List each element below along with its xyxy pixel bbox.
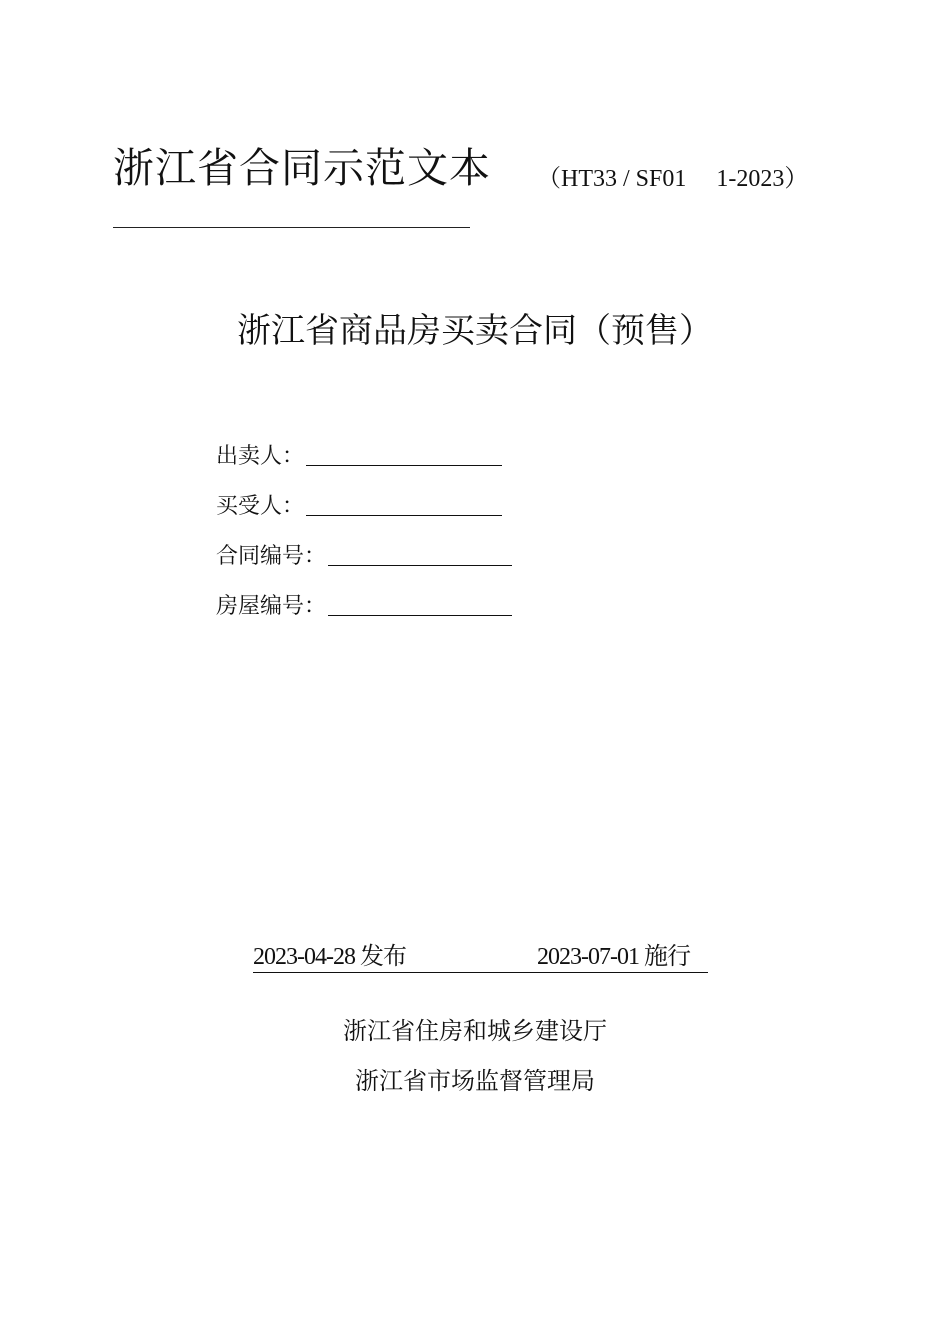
contract-title: 浙江省商品房买卖合同（预售） xyxy=(237,311,713,351)
standard-text-title: 浙江省合同示范文本 xyxy=(113,144,491,192)
standard-code: （HT33 / SF01 1-2023） xyxy=(537,166,809,192)
seller-blank-line xyxy=(306,465,502,466)
contract-number-blank-line xyxy=(328,565,512,566)
buyer-field xyxy=(216,496,502,518)
contract-number-label: 合同编号： xyxy=(216,544,327,569)
house-number-label: 房屋编号： xyxy=(216,594,327,619)
seller-label: 出卖人： xyxy=(216,444,305,469)
date-line xyxy=(253,942,708,973)
issuer-market-regulation-bureau: 浙江省市场监督管理局 xyxy=(355,1067,595,1095)
contract-number-field xyxy=(216,546,512,568)
seller-field xyxy=(216,446,502,468)
header-divider xyxy=(113,227,470,228)
effective-date: 2023-07-01 施行 xyxy=(537,944,690,970)
buyer-label: 买受人： xyxy=(216,494,305,519)
publish-date: 2023-04-28 发布 xyxy=(253,944,406,970)
buyer-blank-line xyxy=(306,515,502,516)
house-number-field xyxy=(216,596,512,618)
issuer-housing-department: 浙江省住房和城乡建设厅 xyxy=(343,1017,607,1045)
house-number-blank-line xyxy=(328,615,512,616)
